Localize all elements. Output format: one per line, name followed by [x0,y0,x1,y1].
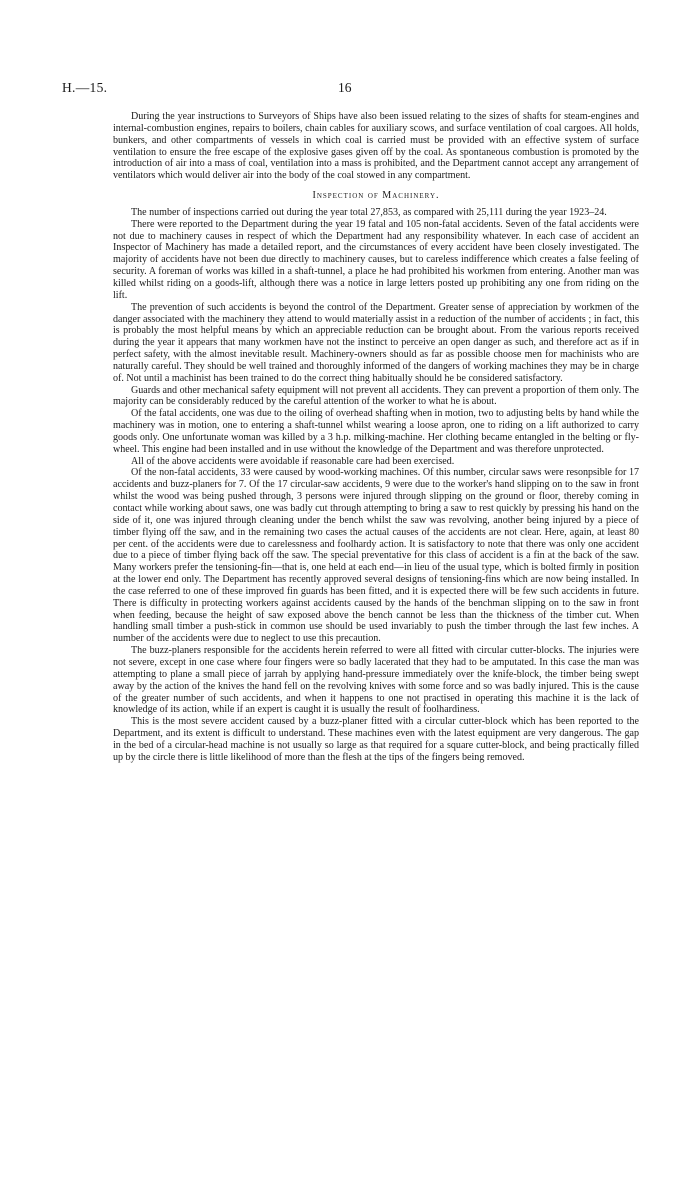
document-reference: H.—15. [62,80,108,95]
paragraph: This is the most severe accident caused by a buzz-planer fitted with a circular cutter-block which has been reported to the Department, and its extent is difficult to understand. These machines even with the latest equipment are very dangerous. The gap in the bed of a circular-head machine is not usually so large as that required for a square cutter-block, and being practically filled up by the circle there is little likelihood of more than the flesh at the tips of the fingers being removed. [113,716,639,763]
paragraph: Of the fatal accidents, one was due to the oiling of overhead shafting when in motion, two to adjusting belts by hand while the machinery was in motion, one to entering a shaft-tunnel whilst wearing a loose apron, one to riding on a lift authorized to carry goods only. One unfortunate woman was killed by a 3 h.p. milking-machine. Her clothing became entangled in the belting or fly-wheel. This engine had been installed and in use without the knowledge of the Department and was therefore unprotected. [113,408,639,455]
intro-paragraph: During the year instructions to Surveyors of Ships have also been issued relating to the sizes of shafts for steam-engines and internal-combustion engines, repairs to boilers, chain cables for auxiliary scows, and surface ventilation of coal cargoes. All holds, bunkers, and other compartments of vessels in which coal is carried must be provided with an effective system of surface ventilation to ensure the free escape of the explosive gases given off by the coal. As spontaneous combustion is promoted by the introduction of air into a mass of coal, ventilation into a mass is prohibited, and the Department cannot accept any arrangement of ventilators which would deliver air into the body of the coal stowed in any compartment. [113,111,639,182]
paragraph: The buzz-planers responsible for the accidents herein referred to were all fitted with circular cutter-blocks. The injuries were not severe, except in one case where four fingers were so badly lacerated that they had to be amputated. In this case the man was attempting to plane a small piece of jarrah by applying hand-pressure immediately over the knife-block, the timber being swept away by the action of the knives the hand fell on the revolving knives with some force and so was badly injured. This is the cause of the greater number of such accidents, and when it happens to one not practised in operating this machine it is the lack of knowledge of its action, while if an expert is caught it is usually the result of foolhardiness. [113,645,639,716]
paragraph: The number of inspections carried out during the year total 27,853, as compared with 25,111 during the year 1923–24. [131,206,607,218]
page-number: 16 [338,80,352,95]
paragraph: The prevention of such accidents is beyond the control of the Department. Greater sense of appreciation by workmen of the danger associated with the machinery they attend to would materially assist in a reduction of the number of accidents ; in fact, this is probably the most helpful means by which an appreciable reduction can be brought about. From the various reports received during the year it appears that many workmen have not the instinct to perceive an open danger as such, and therefore act as if in perfect safety, with the almost inevitable result. Machinery-owners should as far as possible choose men for machinists who are naturally careful. They should be well trained and thoroughly informed of the dangers of working machines they may be in charge of. Not until a machinist has been trained to do the correct thing habitually should he be considered satisfactory. [113,301,639,384]
document-body [113,111,639,764]
paragraph: Guards and other mechanical safety equipment will not prevent all accidents. They can prevent a proportion of them only. The majority can be considerably reduced by the careful attention of the worker to what he is about. [113,384,639,408]
paragraph: Of the non-fatal accidents, 33 were caused by wood-working machines. Of this number, circular saws were resonpsible for 17 accidents and buzz-planers for 7. Of the 17 circular-saw accidents, 9 were due to the worker's hand slipping on to the saw in front whilst the wood was being pushed through, 3 persons were injured through slipping on the ground or floor, thereby coming in contact while working about saws, one was badly cut through attempting to bring a saw to rest quickly by pressing his hand on the side of it, one was injured through cleaning under the bench whilst the saw was revolving, another being injured by a piece of timber flying off the saw, and in the remaining two cases the actual causes of the accidents are not clear. Here, again, at least 80 per cent. of the accidents were due to carelessness and foolhardy action. It is satisfactory to note that there was only one accident due to a piece of timber flying back off the saw. The special preventative for this class of accident is a fin at the back of the saw. Many workers prefer the tensioning-fin—that is, one held at each end—in lieu of the usual type, which is bolted firmly in position at the lower end only. The Department has recently approved several designs of tensioning-fins which are now being installed. In the case referred to one of these improved fin guards has been fitted, and it is expected there will be few such accidents in future. There is difficulty in protecting workers against accidents caused by the hands of the benchman slipping on to the saw in front when feeding, because the height of saw exposed above the bench cannot be less than the thickness of the timber cut. When handling small timber a push-stick in common use should be used invariably to push the timber through the last few inches. A number of the accidents were due to neglect to use this precaution. [113,467,639,645]
paragraph: There were reported to the Department during the year 19 fatal and 105 non-fatal accidents. Seven of the fatal accidents were not due to machinery causes in respect of which the Department had any responsibility whatever. In each case of accident an Inspector of Machinery has made a detailed report, and the circumstances of every accident have been closely investigated. The majority of accidents have not been due directly to machinery causes, but to careless indifference which creates a false feeling of security. A foreman of works was killed in a shaft-tunnel, a place he had prohibited his workmen from entering. Another man was killed whilst riding on a goods-lift, although there was a notice in large letters posted up prohibiting any one from riding on the lift. [113,218,639,301]
paragraph: All of the above accidents were avoidable if reasonable care had been exercised. [131,455,455,467]
section-heading: Inspection of Machinery. [312,190,440,202]
